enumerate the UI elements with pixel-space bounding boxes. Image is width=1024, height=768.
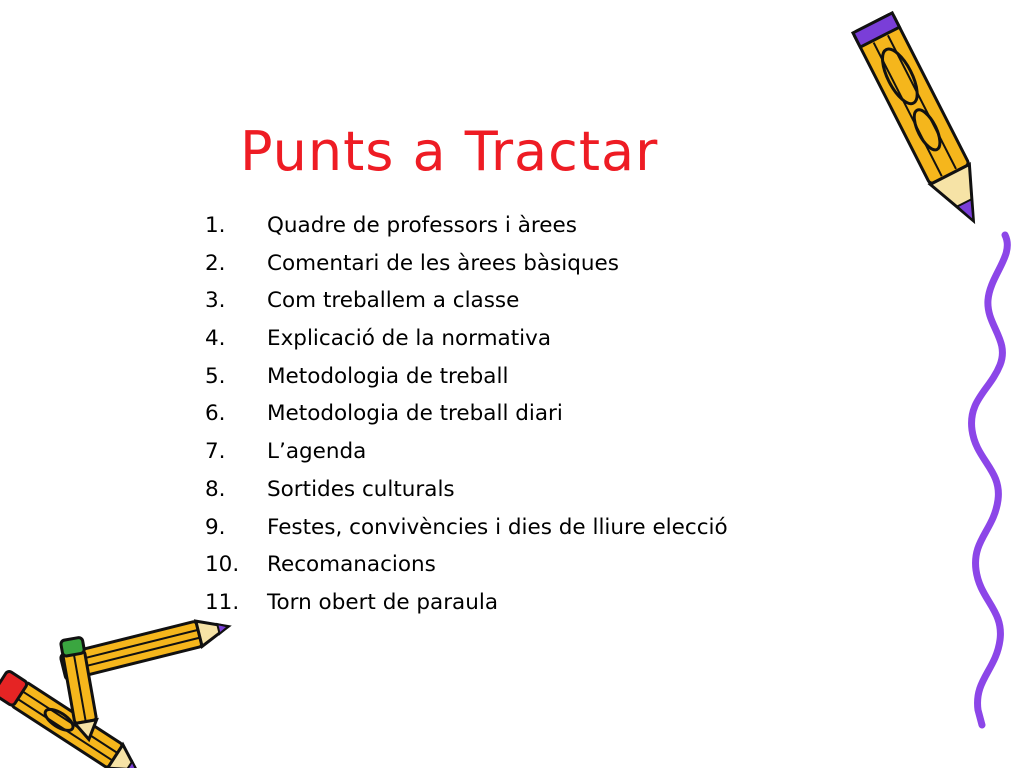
list-item-number: 1. <box>205 213 226 238</box>
list-item-number: 6. <box>205 401 226 427</box>
list-item-text: Explicació de la normativa <box>267 326 552 352</box>
wavy-ribbon-icon <box>960 230 1020 730</box>
slide-title: Punts a Tractar <box>240 120 659 183</box>
list-item-text: Recomanacions <box>267 552 436 578</box>
list-item-text: L’agenda <box>267 439 367 465</box>
list-item-text: Metodologia de treball <box>267 363 509 389</box>
list-item-text: Comentari de les àrees bàsiques <box>267 250 619 276</box>
list-item-text: Sortides culturals <box>267 476 455 502</box>
ribbon-stroke <box>972 235 1008 725</box>
list-item-text: Quadre de professors i àrees <box>267 213 577 238</box>
list-item-number: 5. <box>205 363 226 389</box>
pencil-icon <box>858 2 1008 247</box>
list-item-number: 9. <box>205 514 226 540</box>
list-item-number: 2. <box>205 250 226 276</box>
list-item-text: Com treballem a classe <box>267 288 520 314</box>
list-item-number: 8. <box>205 476 226 502</box>
crossed-pencils-icon <box>0 615 210 765</box>
list-item-number: 7. <box>205 439 226 465</box>
list-item-number: 11. <box>205 589 240 615</box>
list-item-number: 4. <box>205 326 226 352</box>
list-item-text: Metodologia de treball diari <box>267 401 563 427</box>
list-item-text: Festes, convivències i dies de lliure elecció <box>267 514 728 540</box>
list-item-number: 10. <box>205 552 240 578</box>
list-item-text: Torn obert de paraula <box>267 589 499 615</box>
list-item-number: 3. <box>205 288 226 314</box>
